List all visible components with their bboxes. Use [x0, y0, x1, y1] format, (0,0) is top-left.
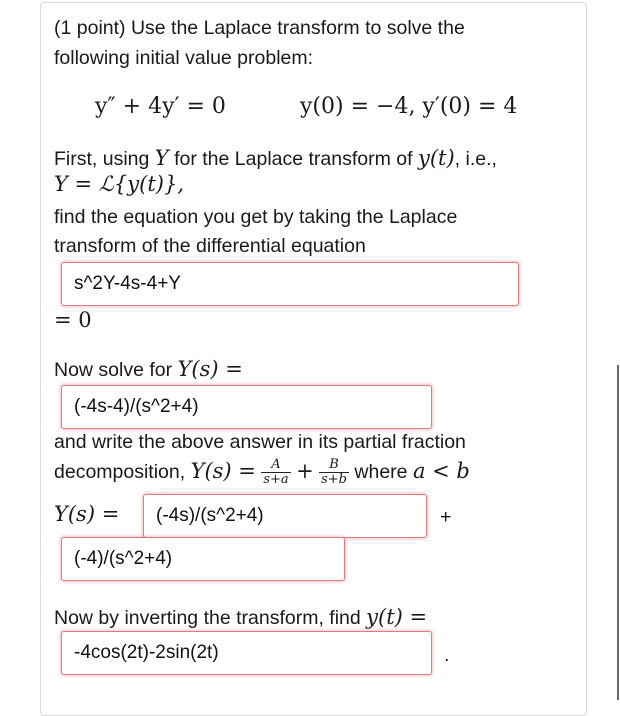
fraction-B — [319, 458, 349, 487]
decomposition-line — [54, 457, 470, 487]
laplace-intro-line — [54, 144, 497, 173]
for-laplace-text: for the Laplace transform of — [174, 148, 413, 170]
partial-term-2-input[interactable] — [61, 537, 345, 581]
initial-conditions: y(0) = −4, y′(0) = 4 — [300, 94, 518, 119]
fraction-A-denominator: s+a — [263, 472, 289, 488]
where-text: where — [354, 461, 408, 483]
find-equation-line-1: find the equation you get by taking the Laplace — [54, 206, 458, 228]
laplace-equation-input[interactable] — [61, 262, 519, 306]
y-solution-input[interactable] — [61, 631, 432, 675]
inverting-text: Now by inverting the transform, find — [54, 607, 361, 629]
solve-for-line — [54, 355, 243, 384]
intro-line-2: following initial value problem: — [54, 47, 314, 69]
intro-line-1: (1 point) Use the Laplace transform to solve the — [54, 17, 465, 39]
period: . — [444, 644, 450, 666]
first-using-text: First, using — [54, 148, 150, 170]
fraction-B-numerator: B — [319, 458, 349, 473]
Y-of-s-label-3: Y(s) = — [54, 502, 120, 526]
plus-sign: + — [296, 459, 314, 483]
equals-zero: = 0 — [54, 308, 92, 332]
partial-term-1-input[interactable] — [143, 494, 427, 538]
y-of-t-symbol: y(t) — [417, 146, 455, 170]
Y-of-s-label: Y(s) = — [177, 357, 243, 381]
partial-fraction-line: and write the above answer in its partial fraction — [54, 431, 466, 453]
inverting-line — [54, 603, 427, 632]
find-equation-line-2: transform of the differential equation — [54, 235, 366, 257]
now-solve-text: Now solve for — [54, 359, 173, 381]
Y-symbol: Y — [154, 146, 169, 170]
fraction-B-denominator: s+b — [321, 472, 347, 488]
fraction-A — [261, 458, 290, 487]
ie-text: , i.e., — [454, 148, 497, 170]
Y-of-s-label-2: Y(s) = — [190, 459, 256, 483]
y-of-t-label: y(t) = — [366, 605, 428, 629]
scrollbar[interactable] — [617, 365, 619, 700]
Y-solution-input[interactable] — [61, 385, 432, 429]
a-less-than-b: a < b — [412, 459, 470, 483]
plus-after-term: + — [440, 506, 452, 528]
Y-definition: Y = ℒ{y(t)}, — [54, 172, 185, 196]
fraction-A-numerator: A — [261, 458, 290, 473]
differential-equation: y″ + 4y′ = 0 — [95, 94, 226, 119]
decomposition-text: decomposition, — [54, 461, 186, 483]
